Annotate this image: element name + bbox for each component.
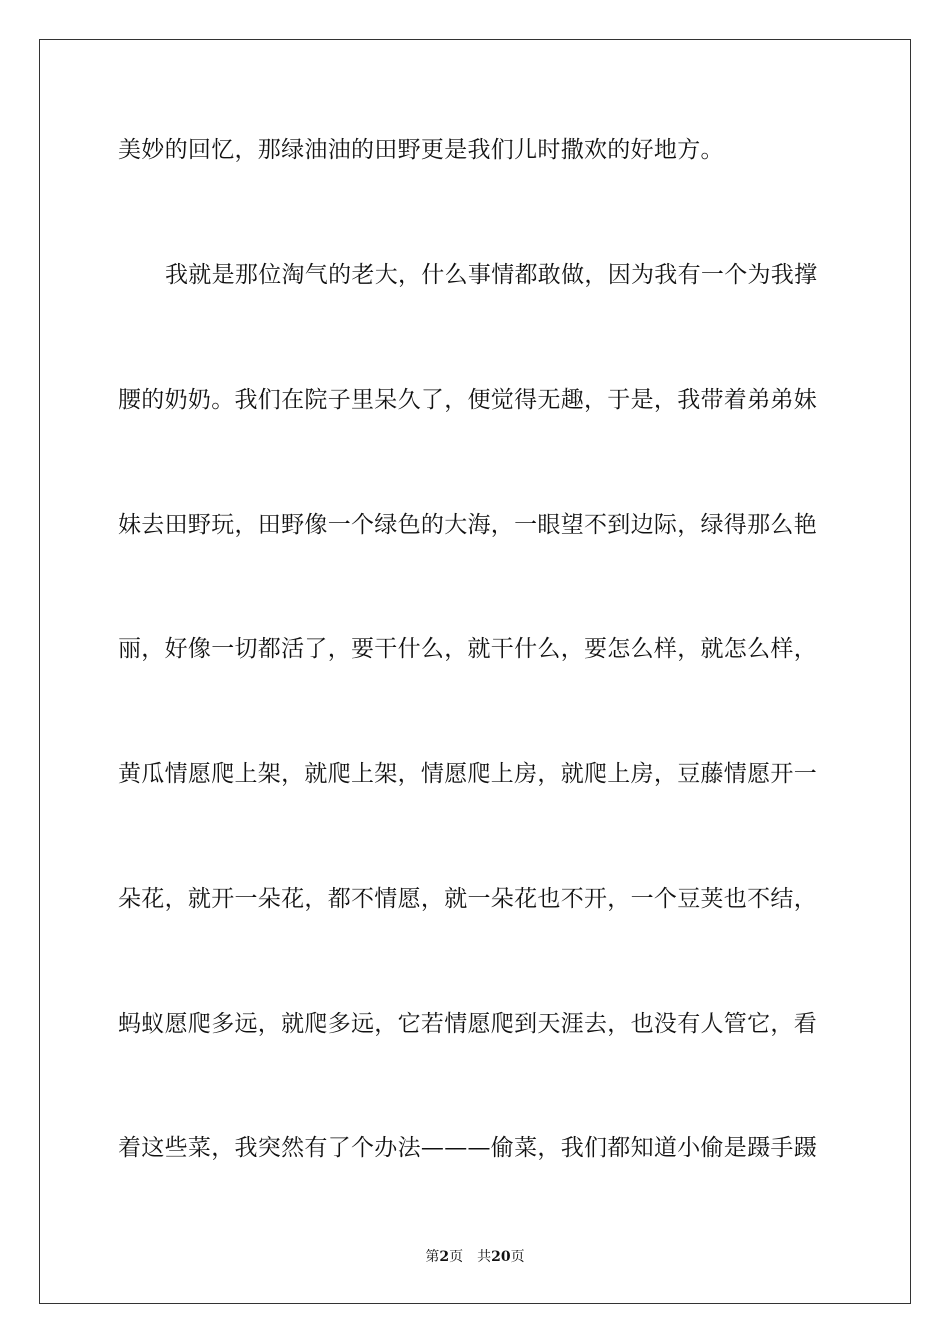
page-number: 2	[439, 1249, 450, 1265]
page-prefix: 第	[425, 1249, 440, 1265]
text-line-2: 我就是那位淘气的老大，什么事情都敢做，因为我有一个为我撑	[165, 262, 818, 288]
text-line-7: 朵花，就开一朵花，都不情愿，就一朵花也不开，一个豆荚也不结，	[118, 886, 817, 912]
page-suffix: 页	[449, 1249, 464, 1265]
text-line-9: 着这些菜，我突然有了个办法———偷菜，我们都知道小偷是蹑手蹑	[118, 1135, 817, 1161]
page-footer	[0, 1248, 950, 1266]
text-line-6: 黄瓜情愿爬上架，就爬上架，情愿爬上房，就爬上房，豆藤情愿开一	[118, 761, 817, 787]
text-line-4: 妹去田野玩，田野像一个绿色的大海，一眼望不到边际，绿得那么艳	[118, 512, 817, 538]
text-line-3: 腰的奶奶。我们在院子里呆久了，便觉得无趣，于是，我带着弟弟妹	[118, 387, 817, 413]
total-pages: 20	[491, 1249, 511, 1265]
text-line-8: 蚂蚁愿爬多远，就爬多远，它若情愿爬到天涯去，也没有人管它，看	[118, 1011, 817, 1037]
total-suffix: 页	[510, 1249, 525, 1265]
total-prefix: 共	[477, 1249, 492, 1265]
page-border	[39, 39, 911, 1304]
text-line-1: 美妙的回忆，那绿油油的田野更是我们儿时撒欢的好地方。	[118, 137, 724, 163]
text-line-5: 丽，好像一切都活了，要干什么，就干什么，要怎么样，就怎么样，	[118, 636, 817, 662]
